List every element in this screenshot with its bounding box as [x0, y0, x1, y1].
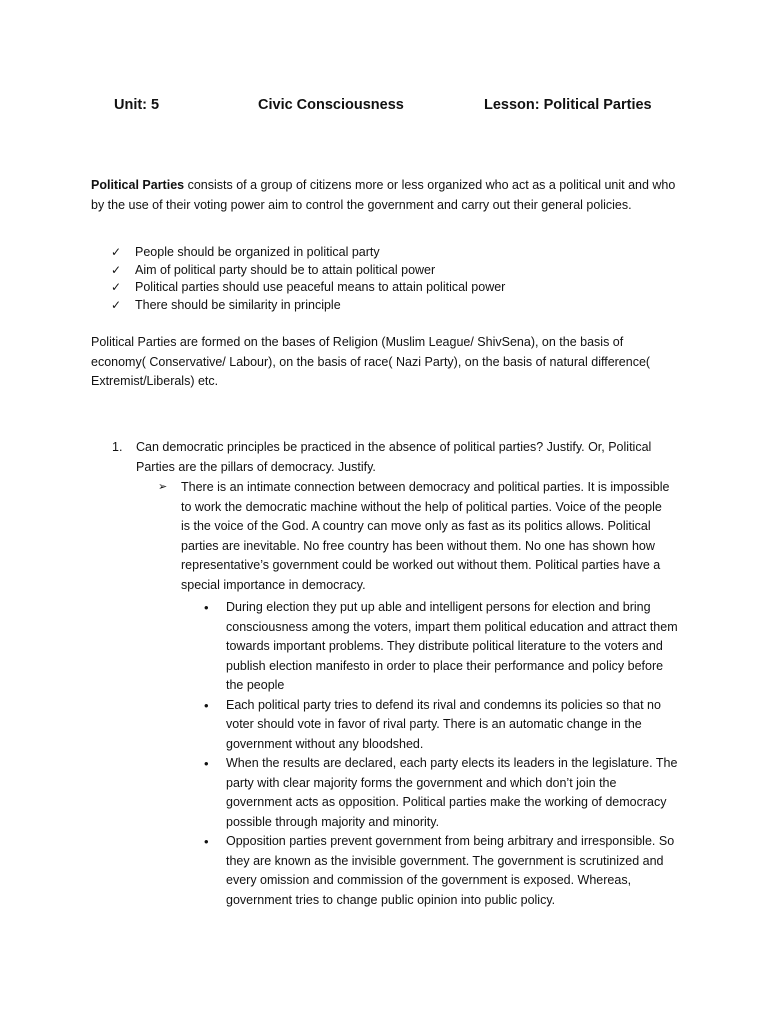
checklist-item	[111, 279, 671, 297]
checklist-item-text: There should be similarity in principle	[135, 297, 341, 312]
checklist-item	[111, 262, 671, 280]
bullet-icon: •	[204, 756, 209, 771]
check-icon: ✓	[111, 297, 122, 312]
answer-text: There is an intimate connection between democracy and political parties. It is impossible to work the democratic machine without the help of political parties. Voice of the people is the voice of the God. A country can move only as fast as its politics allows. Political parties are inevitable. No free country has been without them. No one has shown how representative’s government could be worked out without them. Political parties have a special importance in democracy.	[181, 480, 670, 592]
intro-paragraph	[91, 176, 691, 215]
check-icon: ✓	[111, 280, 122, 294]
bullet-icon: •	[204, 834, 209, 849]
list-item	[202, 598, 678, 696]
page-header	[0, 96, 768, 116]
list-item	[202, 832, 678, 910]
subject-label: Civic Consciousness	[258, 97, 404, 113]
question-text: Can democratic principles be practiced in the absence of political parties? Justify. Or, Political Parties are the pillars of democracy. Justify.	[136, 440, 652, 474]
check-icon: ✓	[111, 262, 122, 277]
checklist-item-text: People should be organized in political party	[135, 245, 380, 259]
answer-points	[202, 598, 682, 910]
arrow-icon: ➢	[158, 481, 168, 493]
check-icon: ✓	[111, 245, 122, 259]
point-text: When the results are declared, each party elects its leaders in the legislature. The party with clear majority forms the government and which don’t join the government acts as opposition. Political parties make the working of democracy possible through majority and minority.	[226, 756, 678, 829]
checklist-item-text: Political parties should use peaceful means to attain political power	[135, 280, 506, 294]
checklist-item	[111, 297, 671, 315]
question-number: 1.	[112, 440, 123, 454]
point-text: During election they put up able and intelligent persons for election and bring consciousness among the voters, impart them political education and attract them towards important problems. They distribute political literature to the voters and publish election manifesto in order to place their performance and policy before the people	[226, 600, 678, 692]
point-text: Each political party tries to defend its rival and condemns its policies so that no voter should vote in favor of rival party. There is an automatic change in the government without any bloodshed.	[226, 697, 661, 751]
intro-term: Political Parties	[91, 178, 185, 192]
question-item	[112, 438, 672, 477]
answer-block	[158, 478, 678, 595]
checklist-item	[111, 244, 671, 262]
unit-label: Unit: 5	[114, 97, 160, 113]
requirements-checklist	[111, 244, 671, 314]
point-text: Opposition parties prevent government from being arbitrary and irresponsible. So they are known as the invisible government. The government is scrutinized and every omission and commission of the government is exposed. Whereas, government tries to change public opinion into public policy.	[226, 834, 675, 907]
bases-paragraph: Political Parties are formed on the bases of Religion (Muslim League/ ShivSena), on the basis of economy( Conservative/ Labour), on the basis of race( Nazi Party), on the basis of natural difference( Extremist/Liberals) etc.	[91, 335, 651, 388]
bullet-icon: •	[204, 697, 209, 713]
lesson-label: Lesson: Political Parties	[484, 97, 652, 113]
intro-definition: consists of a group of citizens more or less organized who act as a political unit and who by the use of their voting power aim to control the government and carry out their general policies.	[91, 178, 676, 212]
checklist-item-text: Aim of political party should be to attain political power	[135, 262, 436, 277]
list-item	[202, 754, 678, 832]
bullet-icon: •	[204, 600, 209, 615]
list-item	[202, 696, 678, 755]
